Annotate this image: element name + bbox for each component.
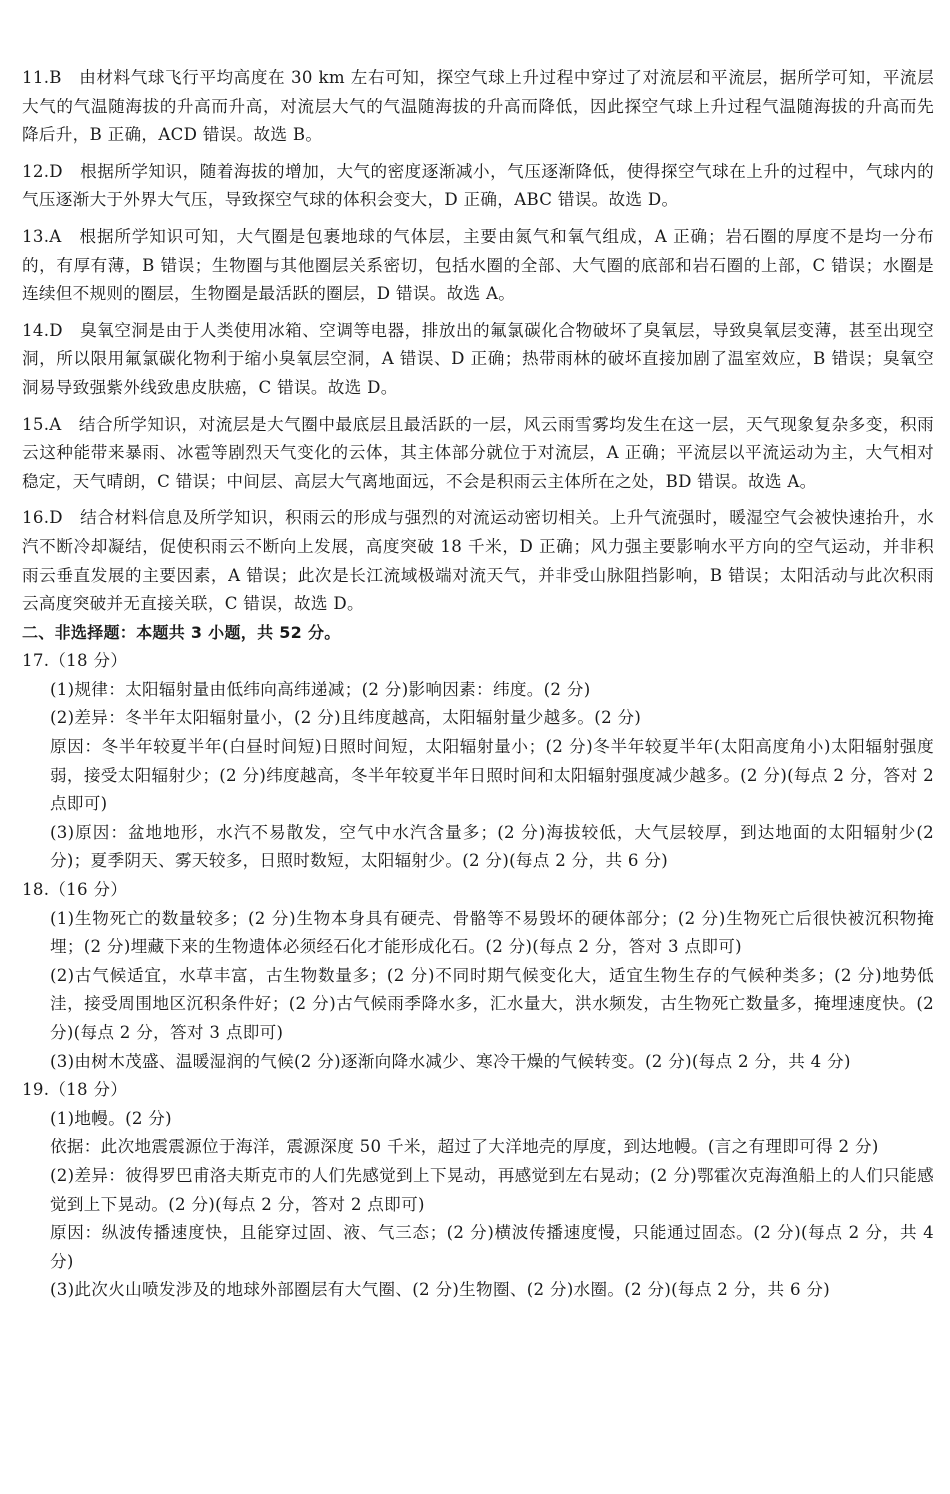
answer-11: 11.B 由材料气球飞行平均高度在 30 km 左右可知，探空气球上升过程中穿过了对流层和平流层，据所学可知，平流层大气的气温随海拔的升高而升高，对流层大气的气温随海拔的升高而降低，因此探空气球上升过程气温随海拔的升高而先降后升，B 正确，ACD 错误。故选 B。: [22, 68, 934, 145]
q19-answer-2: (2)差异：彼得罗巴甫洛夫斯克市的人们先感觉到上下晃动，再感觉到左右晃动；(2 分)鄂霍次克海渔船上的人们只能感觉到上下晃动。(2 分)(每点 2 分，答对 2 点即可): [50, 1165, 934, 1214]
q18-answer-1: (1)生物死亡的数量较多；(2 分)生物本身具有硬壳、骨骼等不易毁坏的硬体部分；(2 分)生物死亡后很快被沉积物掩埋；(2 分)埋藏下来的生物遗体必须经石化才能形成化石。(2 分)(每点 2 分，答对 3 点即可): [50, 908, 934, 957]
q18-answer-2: (2)古气候适宜，水草丰富，古生物数量多；(2 分)不同时期气候变化大，适宜生物生存的气候种类多；(2 分)地势低洼，接受周围地区沉积条件好；(2 分)古气候雨季降水多，汇水量大，洪水频发，古生物死亡数量多，掩埋速度快。(2 分)(每点 2 分，答对 3 点即可): [50, 965, 934, 1042]
q17-heading: 17.（18 分）: [22, 651, 128, 671]
q17-answer-3: (3)原因：盆地地形，水汽不易散发，空气中水汽含量多；(2 分)海拔较低，大气层较厚，到达地面的太阳辐射少(2 分)；夏季阴天、雾天较多，日照时数短，太阳辐射少。(2 分)(每点 2 分，共 6 分): [50, 822, 934, 871]
answer-13: 13.A 根据所学知识可知，大气圈是包裹地球的气体层，主要由氮气和氧气组成，A 正确；岩石圈的厚度不是均一分布的，有厚有薄，B 错误；生物圈与其他圈层关系密切，包括水圈的全部、大气圈的底部和岩石圈的上部，C 错误；水圈是连续但不规则的圈层，生物圈是最活跃的圈层，D 错误。故选 A。: [22, 226, 934, 304]
q18-heading: 18.（16 分）: [22, 880, 128, 900]
section-title: 二、非选择题：本题共 3 小题，共 52 分。: [22, 622, 341, 642]
q17-answer-2: (2)差异：冬半年太阳辐射量小，(2 分)且纬度越高，太阳辐射量少越多。(2 分): [50, 708, 642, 728]
q19-heading: 19.（18 分）: [22, 1080, 128, 1100]
answer-16: 16.D 结合材料信息及所学知识，积雨云的形成与强烈的对流运动密切相关。上升气流强时，暖湿空气会被快速抬升，水汽不断冷却凝结，促使积雨云不断向上发展，高度突破 18 千米，D 正确；风力强主要影响水平方向的空气运动，并非积雨云垂直发展的主要因素，A 错误；此次是长江流域极端对流天气，并非受山脉阻挡影响，B 错误；太阳活动与此次积雨云高度突破并无直接关联，C 错误，故选 D。: [22, 508, 934, 614]
answer-15: 15.A 结合所学知识，对流层是大气圈中最底层且最活跃的一层，风云雨雪雾均发生在这一层，天气现象复杂多变，积雨云这种能带来暴雨、冰雹等剧烈天气变化的云体，其主体部分就位于对流层，A 正确；平流层以平流运动为主，大气相对稳定，天气晴朗，C 错误；中间层、高层大气离地面远，不会是积雨云主体所在之处，BD 错误。故选 A。: [22, 414, 934, 491]
q19-answer-2-reason: 原因：纵波传播速度快，且能穿过固、液、气三态；(2 分)横波传播速度慢，只能通过固态。(2 分)(每点 2 分，共 4 分): [50, 1223, 934, 1271]
q19-answer-1: (1)地幔。(2 分): [50, 1108, 172, 1128]
q17-answer-1: (1)规律：太阳辐射量由低纬向高纬递减；(2 分)影响因素：纬度。(2 分): [50, 679, 591, 699]
q18-answer-3: (3)由树木茂盛、温暖湿润的气候(2 分)逐渐向降水减少、寒冷干燥的气候转变。(2 分)(每点 2 分，共 4 分): [50, 1051, 851, 1071]
q19-answer-3: (3)此次火山喷发涉及的地球外部圈层有大气圈、(2 分)生物圈、(2 分)水圈。(2 分)(每点 2 分，共 6 分): [50, 1280, 831, 1300]
q19-answer-1-basis: 依据：此次地震震源位于海洋，震源深度 50 千米，超过了大洋地壳的厚度，到达地幔。(言之有理即可得 2 分): [50, 1137, 879, 1157]
answer-page: [22, 64, 934, 1305]
answer-12: 12.D 根据所学知识，随着海拔的增加，大气的密度逐渐减小，气压逐渐降低，使得探空气球在上升的过程中，气球内的气压逐渐大于外界大气压，导致探空气球的体积会变大，D 正确，ABC 错误。故选 D。: [22, 161, 934, 210]
q17-answer-2-reason: 原因：冬半年较夏半年(白昼时间短)日照时间短，太阳辐射量小；(2 分)冬半年较夏半年(太阳高度角小)太阳辐射强度弱，接受太阳辐射少；(2 分)纬度越高，冬半年较夏半年日照时间和太阳辐射强度减少越多。(2 分)(每点 2 分，答对 2 点即可): [50, 737, 934, 814]
answer-14: 14.D 臭氧空洞是由于人类使用冰箱、空调等电器，排放出的氟氯碳化合物破坏了臭氧层，导致臭氧层变薄，甚至出现空洞，所以限用氟氯碳化物利于缩小臭氧层空洞，A 错误、D 正确；热带雨林的破坏直接加剧了温室效应，B 错误；臭氧空洞易导致强紫外线致患皮肤癌，C 错误。故选 D。: [22, 320, 934, 397]
